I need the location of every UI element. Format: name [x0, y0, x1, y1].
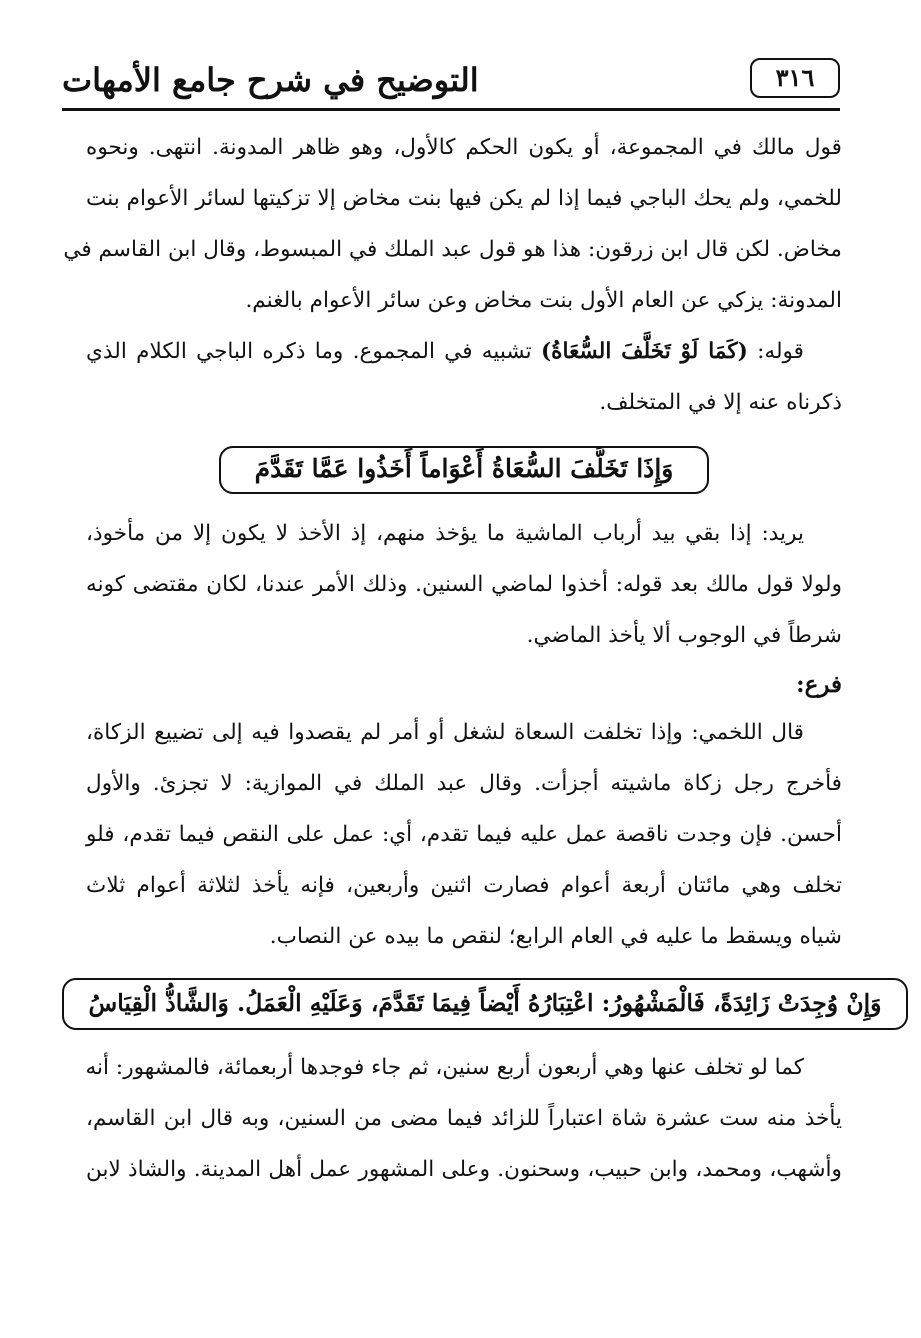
- page-number: ٣١٦: [750, 58, 840, 98]
- page-header: [62, 58, 840, 111]
- quoted-matn: (كَمَا لَوْ تَخَلَّفَ السُّعَاةُ): [540, 339, 748, 364]
- paragraph-line: [86, 326, 842, 377]
- section-heading: فرع:: [796, 671, 842, 698]
- paragraph-line: قول مالك في المجموعة، أو يكون الحكم كالأول، وهو ظاهر المدونة. انتهى. ونحوه: [86, 135, 842, 160]
- paragraph-line: وأشهب، ومحمد، وابن حبيب، وسحنون. وعلى المشهور عمل أهل المدينة. والشاذ لابن: [86, 1157, 842, 1182]
- paragraph-line: تخلف وهي مائتان أربعة أعوام فصارت اثنين وأربعين، فإنه يأخذ لثلاثة أعوام ثلاث: [86, 873, 842, 898]
- paragraph-line: ذكرناه عنه إلا في المتخلف.: [599, 390, 842, 415]
- paragraph-4: [86, 707, 842, 962]
- paragraph-line: شرطاً في الوجوب ألا يأخذ الماضي.: [526, 623, 842, 648]
- quote-commentary: تشبيه في المجموع. وما ذكره الباجي الكلام الذي: [86, 339, 541, 364]
- matn-box: وَإِنْ وُجِدَتْ زَائِدَةً، فَالْمَشْهُورُ: اعْتِبَارُهُ أَيْضاً فِيمَا تَقَدَّمَ، وَعَلَيْهِ الْعَمَلُ. وَالشَّاذُّ الْقِيَاسُ: [62, 978, 908, 1030]
- paragraph-3: [86, 508, 842, 661]
- paragraph-line: شياه ويسقط ما عليه في العام الرابع؛ لنقص ما بيده عن النصاب.: [269, 924, 842, 949]
- paragraph-line: فأخرج رجل زكاة ماشيته أجزأت. وقال عبد الملك في الموازية: لا تجزئ. والأول: [86, 771, 842, 796]
- paragraph-line: أحسن. فإن وجدت ناقصة عمل عليه فيما تقدم، أي: عمل على النقص فيما تقدم، فلو: [86, 822, 842, 847]
- paragraph-line: المدونة: يزكي عن العام الأول بنت مخاض وعن سائر الأعوام بالغنم.: [245, 288, 842, 313]
- paragraph-line: قال اللخمي: وإذا تخلفت السعاة لشغل أو أمر لم يقصدوا فيه إلى تضييع الزكاة،: [86, 720, 804, 745]
- paragraph-line: ولولا قول مالك بعد قوله: أخذوا لماضي السنين. وذلك الأمر عندنا، لكان مقتضى كونه: [86, 572, 842, 597]
- paragraph-line: مخاض. لكن قال ابن زرقون: هذا هو قول عبد الملك في المبسوط، وقال ابن القاسم في: [63, 237, 842, 262]
- paragraph-2: [86, 326, 842, 428]
- paragraph-line: كما لو تخلف عنها وهي أربعون أربع سنين، ثم جاء فوجدها أربعمائة، فالمشهور: أنه: [85, 1055, 804, 1080]
- paragraph-5: [86, 1042, 842, 1195]
- book-title: التوضيح في شرح جامع الأمهات: [62, 61, 479, 99]
- paragraph-1: [63, 122, 842, 326]
- paragraph-line: يأخذ منه ست عشرة شاة اعتباراً للزائد فيما مضى من السنين، وبه قال ابن القاسم،: [86, 1106, 842, 1131]
- matn-box: وَإِذَا تَخَلَّفَ السُّعَاةُ أَعْوَاماً أَخَذُوا عَمَّا تَقَدَّمَ: [219, 446, 709, 494]
- quote-prefix: قوله:: [747, 339, 804, 364]
- paragraph-line: يريد: إذا بقي بيد أرباب الماشية ما يؤخذ منهم، إذ الأخذ لا يكون إلا من مأخوذ،: [86, 521, 804, 546]
- page-body: [63, 122, 882, 1195]
- paragraph-line: للخمي، ولم يحك الباجي فيما إذا لم يكن فيها بنت مخاض إلا تزكيتها لسائر الأعوام بنت: [86, 186, 842, 211]
